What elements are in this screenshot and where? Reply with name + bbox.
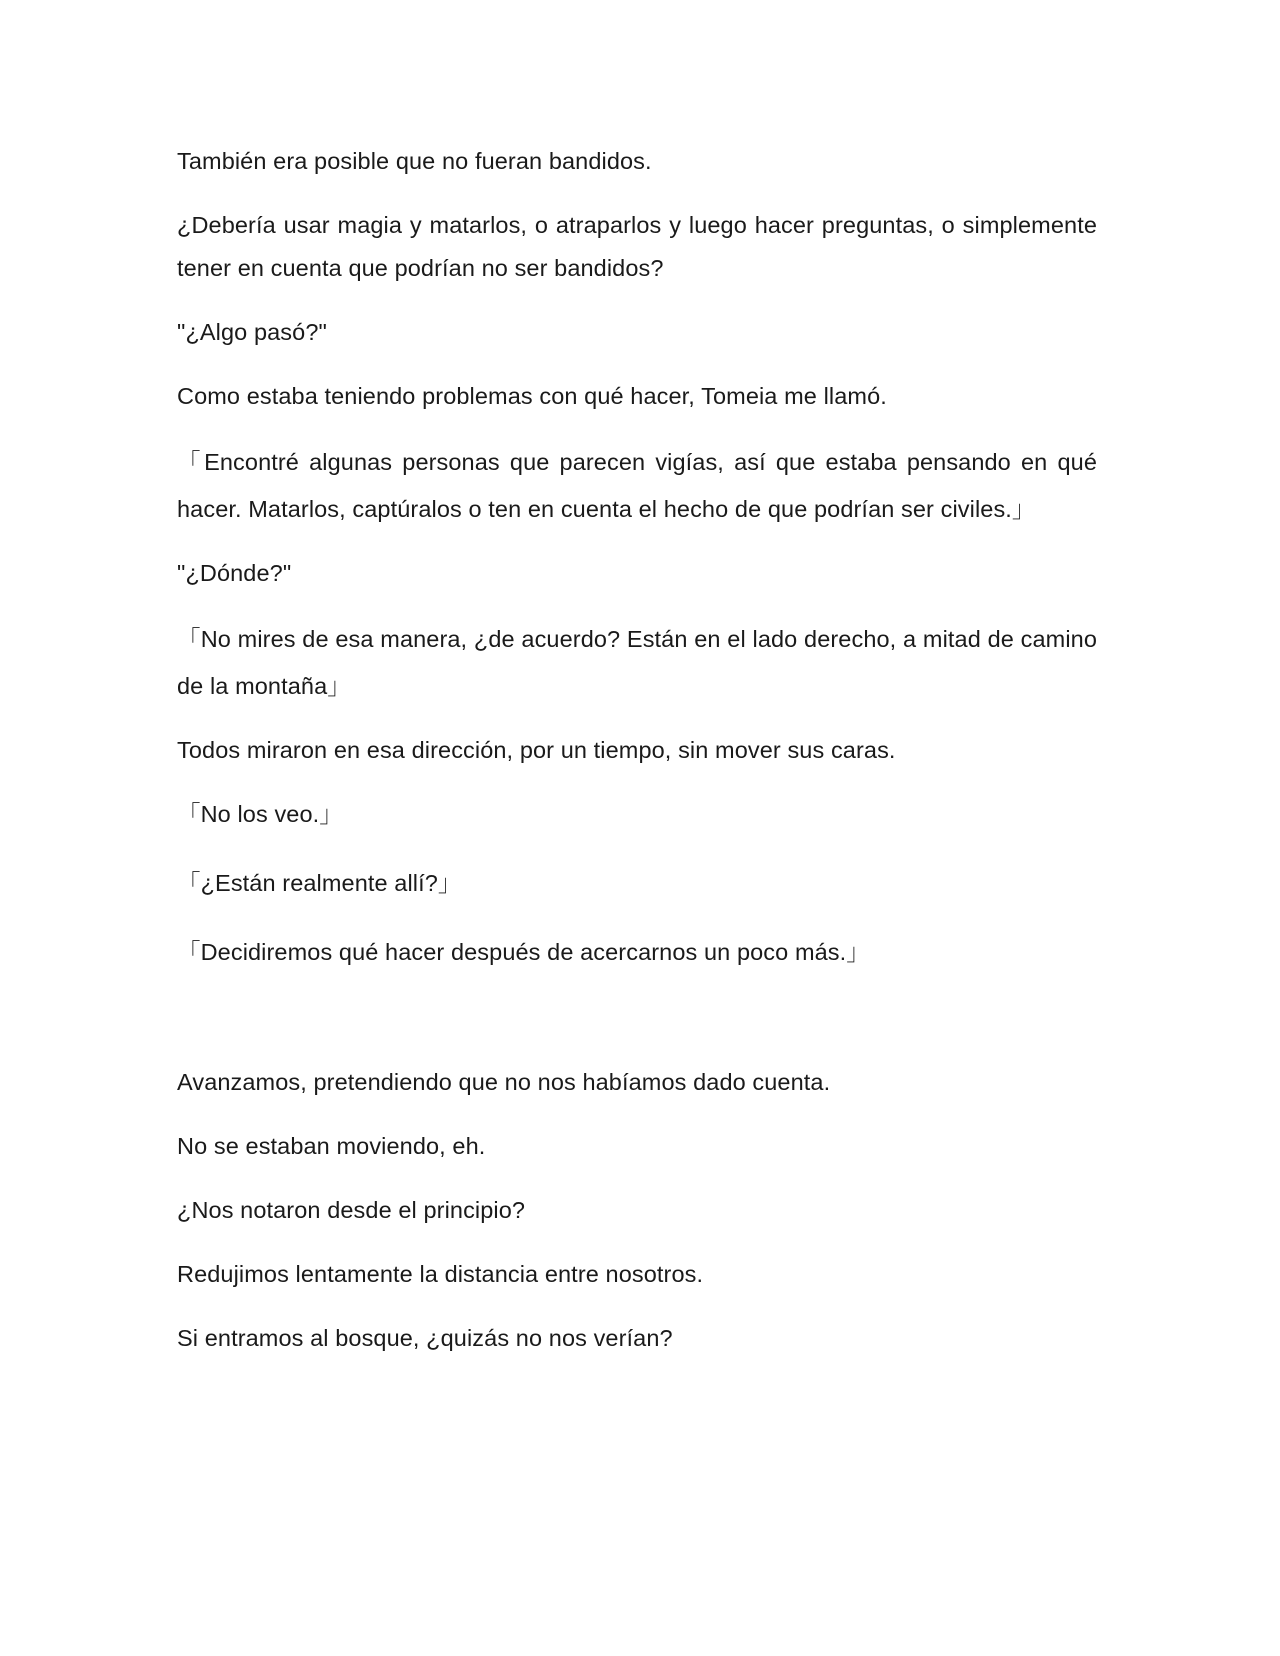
document-page — [177, 140, 1097, 1381]
paragraph: ¿Debería usar magia y matarlos, o atraparlos y luego hacer preguntas, o simplemente tener en cuenta que podrían no ser bandidos? — [177, 212, 1097, 281]
dialogue-line: 「¿Están realmente allí?」 — [177, 870, 462, 896]
paragraph: Si entramos al bosque, ¿quizás no nos verían? — [177, 1325, 673, 1351]
paragraph: Redujimos lentamente la distancia entre nosotros. — [177, 1261, 704, 1287]
dialogue-line: "¿Dónde?" — [177, 560, 292, 586]
dialogue-line: 「No mires de esa manera, ¿de acuerdo? Están en el lado derecho, a mitad de camino de la montaña」 — [177, 626, 1097, 699]
dialogue-line: 「Encontré algunas personas que parecen vigías, así que estaba pensando en qué hacer. Matarlos, captúralos o ten en cuenta el hecho de que podrían ser civiles.」 — [177, 449, 1097, 522]
dialogue-line: 「No los veo.」 — [177, 801, 343, 827]
section-break — [177, 995, 1097, 1061]
paragraph: ¿Nos notaron desde el principio? — [177, 1197, 526, 1223]
dialogue-line: "¿Algo pasó?" — [177, 319, 327, 345]
dialogue-line: 「Decidiremos qué hacer después de acercarnos un poco más.」 — [177, 939, 870, 965]
paragraph: También era posible que no fueran bandidos. — [177, 148, 652, 174]
paragraph: Como estaba teniendo problemas con qué hacer, Tomeia me llamó. — [177, 383, 887, 409]
paragraph: Avanzamos, pretendiendo que no nos habíamos dado cuenta. — [177, 1069, 831, 1095]
paragraph: Todos miraron en esa dirección, por un tiempo, sin mover sus caras. — [177, 737, 896, 763]
paragraph: No se estaban moviendo, eh. — [177, 1133, 486, 1159]
